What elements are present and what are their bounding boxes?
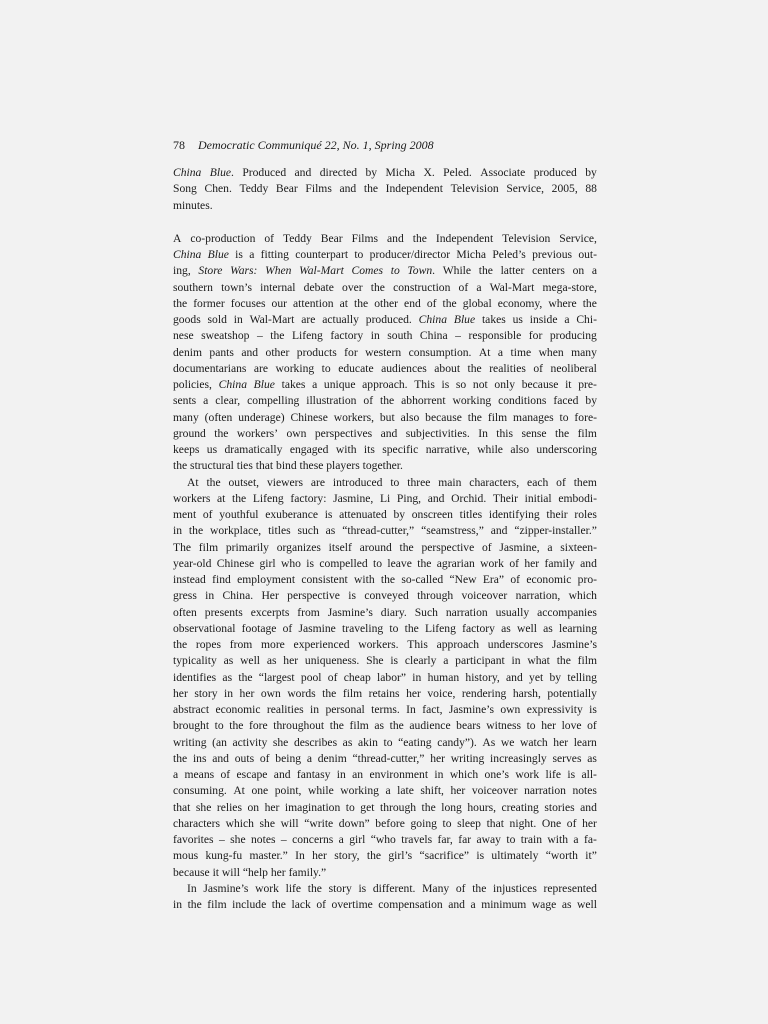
text-line: keeps us dramatically engaged with its specific narrative, while also underscoring bbox=[173, 443, 597, 456]
text-line: The film primarily organizes itself around the perspective of Jasmine, a sixteen- bbox=[173, 540, 597, 554]
citation-line: minutes. bbox=[173, 198, 213, 212]
text-line: denim pants and other products for western consumption. At a time when many bbox=[173, 345, 597, 359]
text-line: many (often underage) Chinese workers, but also because the film manages to fore- bbox=[173, 410, 597, 424]
text-line: in the workplace, titles such as “thread-cutter,” “seamstress,” and “zipper-installer.” bbox=[173, 524, 597, 538]
text-line: gress in China. Her perspective is conveyed through voiceover narration, which bbox=[173, 589, 597, 603]
text-line: that she relies on her imagination to get through the long hours, creating stories and bbox=[173, 800, 597, 814]
text-line: often presents excerpts from Jasmine’s diary. Such narration usually accompanies bbox=[173, 605, 597, 619]
text-line: At the outset, viewers are introduced to three main characters, each of them bbox=[187, 475, 597, 489]
text-line: policies, China Blue takes a unique approach. This is so not only because it pre- bbox=[173, 378, 597, 391]
text-line: abstract economic realities in personal terms. In fact, Jasmine’s own expressivity is bbox=[173, 703, 597, 716]
page-number: 78 bbox=[173, 138, 185, 152]
paragraph bbox=[173, 475, 597, 881]
text-line: sents a clear, compelling illustration of the abhorrent working conditions faced by bbox=[173, 394, 597, 408]
text-line: China Blue is a fitting counterpart to producer/director Micha Peled’s previous out- bbox=[173, 248, 597, 261]
paragraph bbox=[173, 881, 597, 914]
review-text bbox=[173, 231, 597, 914]
text-line: characters which she will “write down” before going to sleep that night. One of her bbox=[173, 816, 597, 830]
text-line: documentarians are working to educate audiences about the realities of neoliberal bbox=[173, 361, 597, 375]
text-line: her story in her own words the film retains her voice, rendering harsh, potentially bbox=[173, 686, 597, 700]
text-line: ment of youthful exuberance is attenuated by onscreen titles identifying their roles bbox=[173, 508, 597, 521]
text-line: ing, Store Wars: When Wal-Mart Comes to Town. While the latter centers on a bbox=[173, 264, 597, 278]
text-line: southern town’s internal debate over the construction of a Wal-Mart mega-store, bbox=[173, 280, 597, 294]
paragraph bbox=[173, 231, 597, 475]
text-line: instead find employment consistent with the so-called “New Era” of economic pro- bbox=[173, 573, 597, 586]
text-line: year-old Chinese girl who is compelled to leave the agrarian work of her family and bbox=[173, 556, 597, 570]
text-line: the ins and outs of being a denim “thread-cutter,” her writing increasingly serves as bbox=[173, 751, 597, 765]
text-line: A co-production of Teddy Bear Films and the Independent Television Service, bbox=[173, 231, 597, 245]
text-line: identifies as the “largest pool of cheap labor” in human history, and yet by telling bbox=[173, 670, 597, 684]
text-line: in the film include the lack of overtime compensation and a minimum wage as well bbox=[173, 898, 597, 911]
text-line: a means of escape and fantasy in an environment in which one’s work life is all- bbox=[173, 768, 597, 781]
text-line: the former focuses our attention at the other end of the global economy, where the bbox=[173, 296, 597, 310]
article-body bbox=[173, 165, 597, 913]
film-citation bbox=[173, 165, 597, 214]
running-header bbox=[173, 138, 434, 153]
text-line: the ropes from more experienced workers. This approach underscores Jasmine’s bbox=[173, 638, 597, 651]
text-line: because it will “help her family.” bbox=[173, 865, 327, 879]
text-line: the structural ties that bind these players together. bbox=[173, 459, 403, 473]
journal-title: Democratic Communiqué 22, No. 1, Spring 2008 bbox=[198, 138, 434, 152]
citation-line: Song Chen. Teddy Bear Films and the Independent Television Service, 2005, 88 bbox=[173, 182, 597, 196]
citation-line: China Blue. Produced and directed by Micha X. Peled. Associate produced by bbox=[173, 166, 597, 179]
text-line: ground the workers’ own perspectives and subjectivities. In this sense the film bbox=[173, 426, 597, 440]
text-line: observational footage of Jasmine traveling to the Lifeng factory as well as learning bbox=[173, 621, 597, 635]
text-line: workers at the Lifeng factory: Jasmine, Li Ping, and Orchid. Their initial embodi- bbox=[173, 491, 597, 505]
text-line: consuming. At one point, while working a late shift, her voiceover narration notes bbox=[173, 784, 597, 798]
text-line: brought to the fore throughout the film as the audience bears witness to her love of bbox=[173, 719, 597, 733]
text-line: writing (an activity she describes as akin to “eating candy”). As we watch her learn bbox=[173, 735, 597, 749]
text-line: typicality as well as her uniqueness. She is clearly a participant in what the film bbox=[173, 654, 597, 668]
text-line: In Jasmine’s work life the story is different. Many of the injustices represented bbox=[187, 881, 597, 895]
text-line: nese sweatshop – the Lifeng factory in south China – responsible for producing bbox=[173, 329, 597, 343]
text-line: favorites – she notes – concerns a girl “who travels far, far away to train with a fa- bbox=[173, 833, 597, 846]
text-line: mous kung-fu master.” In her story, the girl’s “sacrifice” is ultimately “worth it” bbox=[173, 849, 597, 863]
text-line: goods sold in Wal-Mart are actually produced. China Blue takes us inside a Chi- bbox=[173, 313, 597, 326]
